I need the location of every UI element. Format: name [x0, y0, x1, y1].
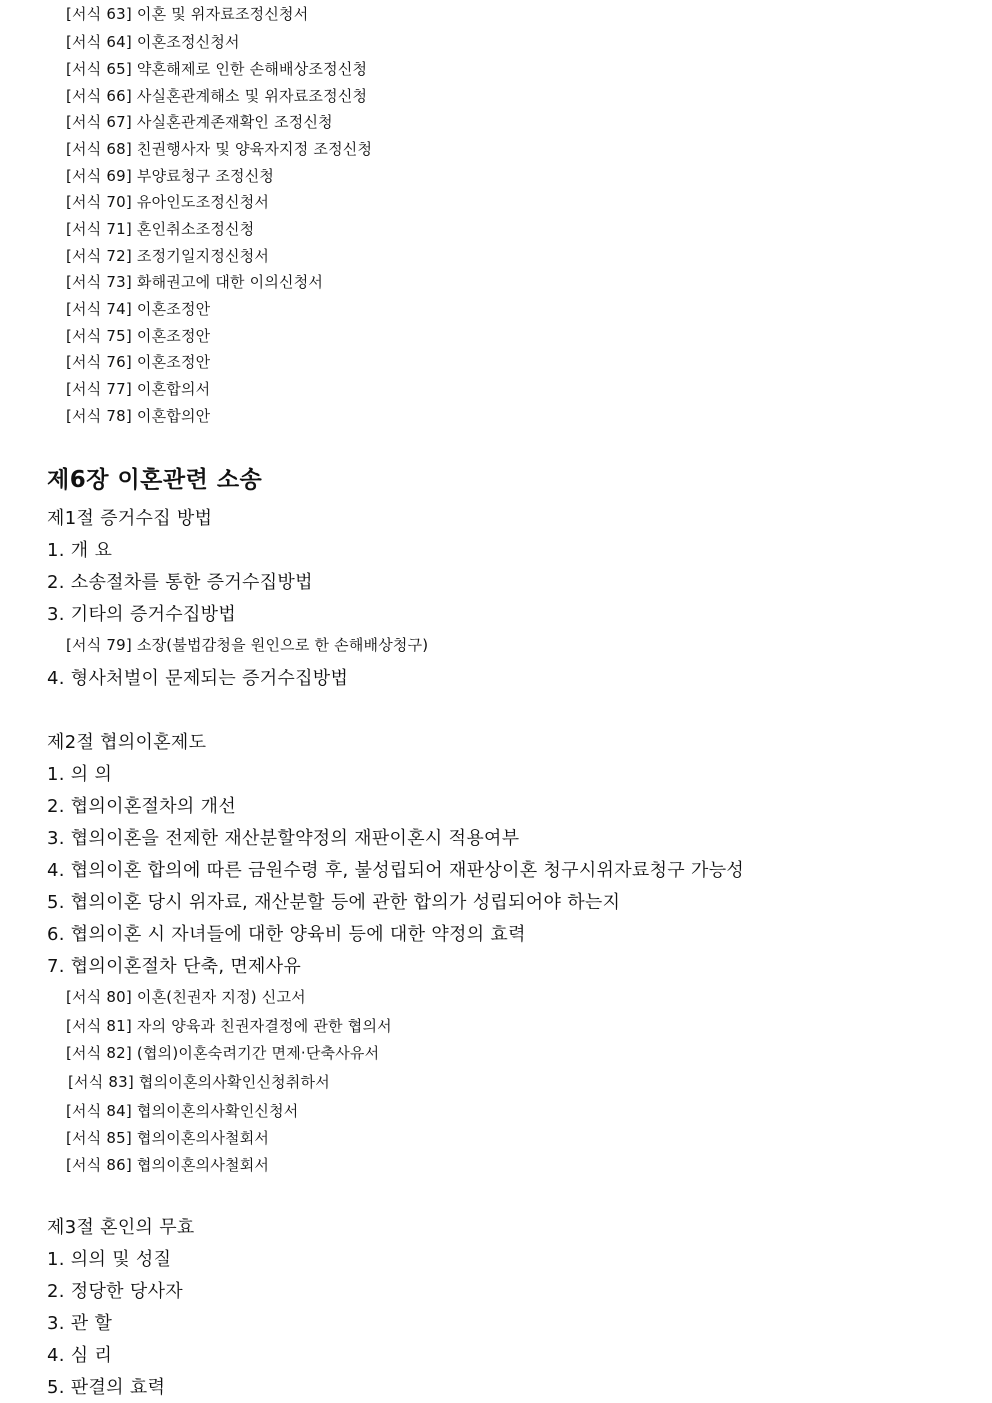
form-item: [서식 70] 유아인도조정신청서 — [66, 193, 270, 211]
list-item: 1. 개 요 — [47, 540, 113, 561]
form-item: [서식 76] 이혼조정안 — [66, 353, 211, 371]
list-item: 7. 협의이혼절차 단축, 면제사유 — [47, 956, 302, 977]
form-item: [서식 63] 이혼 및 위자료조정신청서 — [66, 5, 309, 23]
form-item: [서식 72] 조정기일지정신청서 — [66, 247, 270, 265]
list-item: 2. 협의이혼절차의 개선 — [47, 796, 237, 817]
form-item: [서식 71] 혼인취소조정신청 — [66, 220, 255, 238]
list-item: 1. 의 의 — [47, 764, 113, 785]
form-item: [서식 86] 협의이혼의사철회서 — [66, 1156, 270, 1174]
list-item: 2. 정당한 당사자 — [47, 1281, 183, 1302]
form-item: [서식 85] 협의이혼의사철회서 — [66, 1129, 270, 1147]
form-item: [서식 69] 부양료청구 조정신청 — [66, 167, 275, 185]
list-item: 5. 판결의 효력 — [47, 1377, 166, 1398]
list-item: 2. 소송절차를 통한 증거수집방법 — [47, 572, 313, 593]
chapter-title: 제6장 이혼관련 소송 — [47, 467, 263, 493]
list-item: 4. 심 리 — [47, 1345, 113, 1366]
form-item: [서식 84] 협의이혼의사확인신청서 — [66, 1102, 299, 1120]
form-item: [서식 73] 화해권고에 대한 이의신청서 — [66, 273, 324, 291]
list-item: 5. 협의이혼 당시 위자료, 재산분할 등에 관한 합의가 성립되어야 하는지 — [47, 892, 621, 913]
form-item: [서식 66] 사실혼관계해소 및 위자료조정신청 — [66, 87, 368, 105]
form-item: [서식 77] 이혼합의서 — [66, 380, 211, 398]
form-item: [서식 74] 이혼조정안 — [66, 300, 211, 318]
form-item: [서식 80] 이혼(친권자 지정) 신고서 — [66, 988, 306, 1006]
form-item: [서식 78] 이혼합의안 — [66, 407, 211, 425]
list-item: 3. 협의이혼을 전제한 재산분할약정의 재판이혼시 적용여부 — [47, 828, 520, 849]
form-item: [서식 75] 이혼조정안 — [66, 327, 211, 345]
form-item: [서식 82] (협의)이혼숙려기간 면제·단축사유서 — [66, 1044, 380, 1062]
form-item: [서식 64] 이혼조정신청서 — [66, 33, 240, 51]
section-title: 제2절 협의이혼제도 — [47, 732, 207, 753]
list-item: 6. 협의이혼 시 자녀들에 대한 양육비 등에 대한 약정의 효력 — [47, 924, 526, 945]
list-item: 4. 형사처벌이 문제되는 증거수집방법 — [47, 668, 349, 689]
form-item: [서식 65] 약혼해제로 인한 손해배상조정신청 — [66, 60, 368, 78]
list-item: 3. 관 할 — [47, 1313, 113, 1334]
form-item: [서식 67] 사실혼관계존재확인 조정신청 — [66, 113, 333, 131]
section-title: 제1절 증거수집 방법 — [47, 508, 213, 529]
section-title: 제3절 혼인의 무효 — [47, 1217, 195, 1238]
form-item: [서식 79] 소장(불법감청을 원인으로 한 손해배상청구) — [66, 636, 429, 654]
list-item: 4. 협의이혼 합의에 따른 금원수령 후, 불성립되어 재판상이혼 청구시위자료청구 가능성 — [47, 860, 745, 881]
form-item: [서식 83] 협의이혼의사확인신청취하서 — [68, 1073, 330, 1091]
list-item: 1. 의의 및 성질 — [47, 1249, 172, 1270]
list-item: 3. 기타의 증거수집방법 — [47, 604, 237, 625]
form-item: [서식 81] 자의 양육과 친권자결정에 관한 협의서 — [66, 1017, 392, 1035]
form-item: [서식 68] 친권행사자 및 양육자지정 조정신청 — [66, 140, 373, 158]
